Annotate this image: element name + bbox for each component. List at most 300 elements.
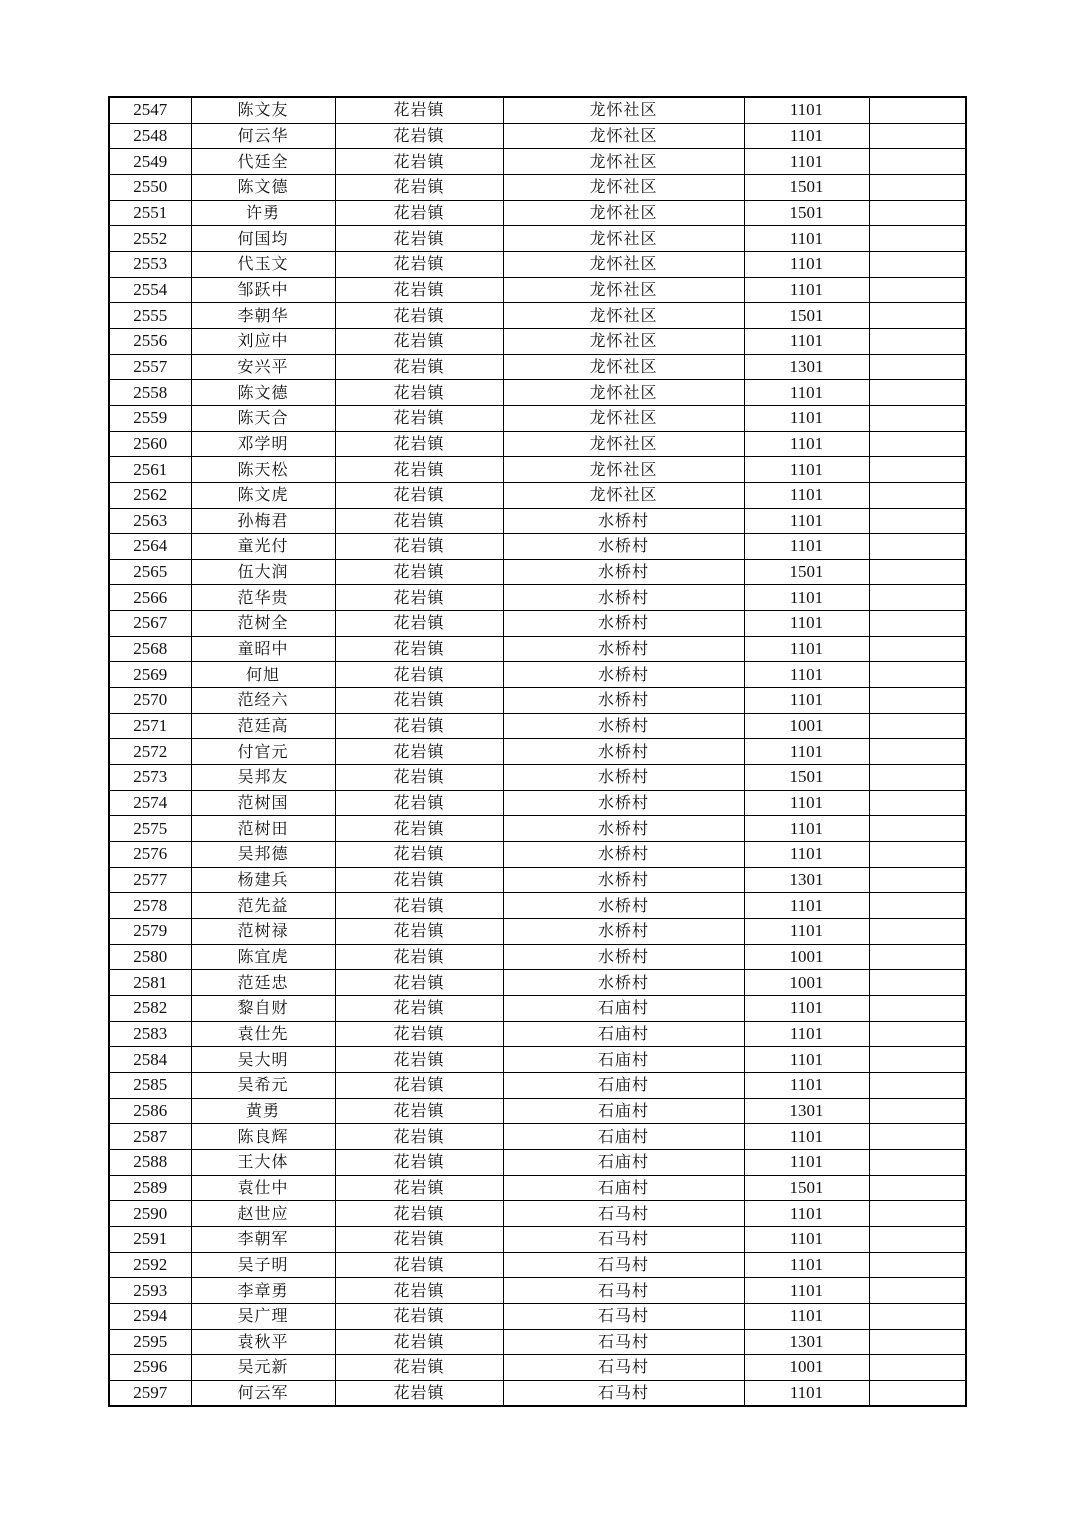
note-cell — [869, 174, 966, 200]
row-number-cell: 2563 — [109, 508, 191, 534]
row-number-cell: 2578 — [109, 893, 191, 919]
name-cell: 陈文德 — [191, 174, 335, 200]
name-cell: 袁秋平 — [191, 1329, 335, 1355]
name-cell: 童光付 — [191, 534, 335, 560]
village-cell: 龙怀社区 — [503, 405, 744, 431]
table-row — [109, 611, 966, 637]
village-cell: 水桥村 — [503, 508, 744, 534]
name-cell: 伍大润 — [191, 559, 335, 585]
row-number-cell: 2573 — [109, 765, 191, 791]
code-cell: 1101 — [744, 97, 869, 123]
note-cell — [869, 97, 966, 123]
village-cell: 石庙村 — [503, 1072, 744, 1098]
row-number-cell: 2572 — [109, 739, 191, 765]
code-cell: 1001 — [744, 713, 869, 739]
code-cell: 1301 — [744, 354, 869, 380]
note-cell — [869, 1201, 966, 1227]
name-cell: 吴邦友 — [191, 765, 335, 791]
table-row — [109, 1355, 966, 1381]
row-number-cell: 2567 — [109, 611, 191, 637]
village-cell: 石庙村 — [503, 1021, 744, 1047]
row-number-cell: 2551 — [109, 200, 191, 226]
town-cell: 花岩镇 — [335, 380, 503, 406]
town-cell: 花岩镇 — [335, 277, 503, 303]
code-cell: 1101 — [744, 1380, 869, 1406]
note-cell — [869, 1380, 966, 1406]
town-cell: 花岩镇 — [335, 995, 503, 1021]
note-cell — [869, 1124, 966, 1150]
town-cell: 花岩镇 — [335, 149, 503, 175]
note-cell — [869, 226, 966, 252]
row-number-cell: 2564 — [109, 534, 191, 560]
name-cell: 许勇 — [191, 200, 335, 226]
note-cell — [869, 1047, 966, 1073]
code-cell: 1101 — [744, 226, 869, 252]
village-cell: 水桥村 — [503, 559, 744, 585]
town-cell: 花岩镇 — [335, 636, 503, 662]
town-cell: 花岩镇 — [335, 457, 503, 483]
town-cell: 花岩镇 — [335, 790, 503, 816]
code-cell: 1301 — [744, 867, 869, 893]
table-row — [109, 482, 966, 508]
row-number-cell: 2596 — [109, 1355, 191, 1381]
code-cell: 1101 — [744, 1072, 869, 1098]
note-cell — [869, 559, 966, 585]
code-cell: 1101 — [744, 739, 869, 765]
name-cell: 赵世应 — [191, 1201, 335, 1227]
town-cell: 花岩镇 — [335, 739, 503, 765]
village-cell: 水桥村 — [503, 893, 744, 919]
code-cell: 1101 — [744, 1252, 869, 1278]
name-cell: 吴子明 — [191, 1252, 335, 1278]
name-cell: 何云华 — [191, 123, 335, 149]
code-cell: 1001 — [744, 970, 869, 996]
town-cell: 花岩镇 — [335, 1252, 503, 1278]
table-row — [109, 636, 966, 662]
code-cell: 1001 — [744, 1355, 869, 1381]
note-cell — [869, 944, 966, 970]
village-cell: 水桥村 — [503, 867, 744, 893]
note-cell — [869, 1303, 966, 1329]
code-cell: 1101 — [744, 277, 869, 303]
table-row — [109, 1329, 966, 1355]
note-cell — [869, 919, 966, 945]
town-cell: 花岩镇 — [335, 816, 503, 842]
name-cell: 范先益 — [191, 893, 335, 919]
table-row — [109, 662, 966, 688]
village-cell: 龙怀社区 — [503, 431, 744, 457]
code-cell: 1101 — [744, 251, 869, 277]
village-cell: 龙怀社区 — [503, 149, 744, 175]
town-cell: 花岩镇 — [335, 662, 503, 688]
name-cell: 吴大明 — [191, 1047, 335, 1073]
town-cell: 花岩镇 — [335, 1124, 503, 1150]
town-cell: 花岩镇 — [335, 893, 503, 919]
note-cell — [869, 1072, 966, 1098]
town-cell: 花岩镇 — [335, 867, 503, 893]
row-number-cell: 2550 — [109, 174, 191, 200]
name-cell: 范树全 — [191, 611, 335, 637]
row-number-cell: 2583 — [109, 1021, 191, 1047]
name-cell: 孙梅君 — [191, 508, 335, 534]
town-cell: 花岩镇 — [335, 944, 503, 970]
code-cell: 1101 — [744, 1226, 869, 1252]
table-row — [109, 944, 966, 970]
village-cell: 石庙村 — [503, 1124, 744, 1150]
town-cell: 花岩镇 — [335, 970, 503, 996]
name-cell: 王大体 — [191, 1149, 335, 1175]
row-number-cell: 2553 — [109, 251, 191, 277]
code-cell: 1001 — [744, 944, 869, 970]
name-cell: 陈文虎 — [191, 482, 335, 508]
name-cell: 李朝华 — [191, 303, 335, 329]
village-cell: 石庙村 — [503, 1098, 744, 1124]
table-row — [109, 867, 966, 893]
code-cell: 1101 — [744, 1303, 869, 1329]
town-cell: 花岩镇 — [335, 508, 503, 534]
row-number-cell: 2556 — [109, 328, 191, 354]
table-row — [109, 380, 966, 406]
town-cell: 花岩镇 — [335, 688, 503, 714]
name-cell: 代廷全 — [191, 149, 335, 175]
table-row — [109, 1047, 966, 1073]
name-cell: 范树国 — [191, 790, 335, 816]
village-cell: 水桥村 — [503, 636, 744, 662]
table-row — [109, 893, 966, 919]
name-cell: 何旭 — [191, 662, 335, 688]
note-cell — [869, 739, 966, 765]
table-row — [109, 765, 966, 791]
note-cell — [869, 1278, 966, 1304]
town-cell: 花岩镇 — [335, 1278, 503, 1304]
code-cell: 1101 — [744, 1021, 869, 1047]
note-cell — [869, 1252, 966, 1278]
note-cell — [869, 508, 966, 534]
name-cell: 黎自财 — [191, 995, 335, 1021]
note-cell — [869, 1355, 966, 1381]
name-cell: 陈天松 — [191, 457, 335, 483]
row-number-cell: 2591 — [109, 1226, 191, 1252]
name-cell: 吴希元 — [191, 1072, 335, 1098]
town-cell: 花岩镇 — [335, 328, 503, 354]
village-cell: 水桥村 — [503, 765, 744, 791]
village-cell: 水桥村 — [503, 790, 744, 816]
name-cell: 吴广理 — [191, 1303, 335, 1329]
table-row — [109, 534, 966, 560]
note-cell — [869, 328, 966, 354]
row-number-cell: 2555 — [109, 303, 191, 329]
note-cell — [869, 354, 966, 380]
row-number-cell: 2565 — [109, 559, 191, 585]
town-cell: 花岩镇 — [335, 765, 503, 791]
code-cell: 1101 — [744, 457, 869, 483]
note-cell — [869, 765, 966, 791]
village-cell: 石庙村 — [503, 1047, 744, 1073]
town-cell: 花岩镇 — [335, 1175, 503, 1201]
note-cell — [869, 123, 966, 149]
village-cell: 水桥村 — [503, 816, 744, 842]
village-cell: 水桥村 — [503, 688, 744, 714]
name-cell: 吴元新 — [191, 1355, 335, 1381]
village-cell: 水桥村 — [503, 739, 744, 765]
code-cell: 1101 — [744, 636, 869, 662]
row-number-cell: 2582 — [109, 995, 191, 1021]
row-number-cell: 2558 — [109, 380, 191, 406]
name-cell: 杨建兵 — [191, 867, 335, 893]
code-cell: 1101 — [744, 688, 869, 714]
note-cell — [869, 970, 966, 996]
village-cell: 龙怀社区 — [503, 251, 744, 277]
town-cell: 花岩镇 — [335, 97, 503, 123]
row-number-cell: 2554 — [109, 277, 191, 303]
note-cell — [869, 200, 966, 226]
code-cell: 1101 — [744, 790, 869, 816]
table-row — [109, 816, 966, 842]
note-cell — [869, 277, 966, 303]
note-cell — [869, 816, 966, 842]
row-number-cell: 2587 — [109, 1124, 191, 1150]
name-cell: 范树田 — [191, 816, 335, 842]
village-cell: 龙怀社区 — [503, 174, 744, 200]
row-number-cell: 2584 — [109, 1047, 191, 1073]
code-cell: 1101 — [744, 1047, 869, 1073]
code-cell: 1101 — [744, 1124, 869, 1150]
table-row — [109, 1303, 966, 1329]
village-cell: 石庙村 — [503, 995, 744, 1021]
table-row — [109, 508, 966, 534]
code-cell: 1101 — [744, 328, 869, 354]
town-cell: 花岩镇 — [335, 251, 503, 277]
code-cell: 1101 — [744, 1201, 869, 1227]
name-cell: 邓学明 — [191, 431, 335, 457]
row-number-cell: 2581 — [109, 970, 191, 996]
village-cell: 龙怀社区 — [503, 226, 744, 252]
code-cell: 1101 — [744, 431, 869, 457]
table-row — [109, 713, 966, 739]
table-row — [109, 1072, 966, 1098]
row-number-cell: 2570 — [109, 688, 191, 714]
table-row — [109, 1380, 966, 1406]
note-cell — [869, 1098, 966, 1124]
village-cell: 龙怀社区 — [503, 328, 744, 354]
village-cell: 石马村 — [503, 1252, 744, 1278]
code-cell: 1101 — [744, 662, 869, 688]
name-cell: 何云军 — [191, 1380, 335, 1406]
row-number-cell: 2562 — [109, 482, 191, 508]
table-row — [109, 1278, 966, 1304]
note-cell — [869, 867, 966, 893]
row-number-cell: 2566 — [109, 585, 191, 611]
village-cell: 水桥村 — [503, 944, 744, 970]
town-cell: 花岩镇 — [335, 1047, 503, 1073]
row-number-cell: 2580 — [109, 944, 191, 970]
table-row — [109, 149, 966, 175]
town-cell: 花岩镇 — [335, 1380, 503, 1406]
row-number-cell: 2585 — [109, 1072, 191, 1098]
village-cell: 龙怀社区 — [503, 380, 744, 406]
code-cell: 1101 — [744, 585, 869, 611]
note-cell — [869, 611, 966, 637]
town-cell: 花岩镇 — [335, 919, 503, 945]
row-number-cell: 2594 — [109, 1303, 191, 1329]
table-row — [109, 790, 966, 816]
code-cell: 1301 — [744, 1098, 869, 1124]
table-row — [109, 226, 966, 252]
note-cell — [869, 636, 966, 662]
village-cell: 龙怀社区 — [503, 303, 744, 329]
row-number-cell: 2561 — [109, 457, 191, 483]
row-number-cell: 2574 — [109, 790, 191, 816]
note-cell — [869, 662, 966, 688]
table-row — [109, 688, 966, 714]
name-cell: 范经六 — [191, 688, 335, 714]
table-row — [109, 585, 966, 611]
village-cell: 龙怀社区 — [503, 457, 744, 483]
name-cell: 吴邦德 — [191, 842, 335, 868]
row-number-cell: 2592 — [109, 1252, 191, 1278]
code-cell: 1501 — [744, 174, 869, 200]
table-row — [109, 1021, 966, 1047]
village-cell: 石马村 — [503, 1329, 744, 1355]
code-cell: 1101 — [744, 893, 869, 919]
village-cell: 石庙村 — [503, 1175, 744, 1201]
note-cell — [869, 251, 966, 277]
note-cell — [869, 1329, 966, 1355]
village-cell: 水桥村 — [503, 662, 744, 688]
note-cell — [869, 1021, 966, 1047]
row-number-cell: 2568 — [109, 636, 191, 662]
table-row — [109, 457, 966, 483]
row-number-cell: 2575 — [109, 816, 191, 842]
note-cell — [869, 405, 966, 431]
note-cell — [869, 380, 966, 406]
row-number-cell: 2576 — [109, 842, 191, 868]
town-cell: 花岩镇 — [335, 611, 503, 637]
row-number-cell: 2597 — [109, 1380, 191, 1406]
code-cell: 1101 — [744, 123, 869, 149]
table-row — [109, 1098, 966, 1124]
name-cell: 范廷忠 — [191, 970, 335, 996]
name-cell: 范廷高 — [191, 713, 335, 739]
town-cell: 花岩镇 — [335, 842, 503, 868]
row-number-cell: 2593 — [109, 1278, 191, 1304]
town-cell: 花岩镇 — [335, 405, 503, 431]
code-cell: 1101 — [744, 919, 869, 945]
town-cell: 花岩镇 — [335, 559, 503, 585]
row-number-cell: 2559 — [109, 405, 191, 431]
row-number-cell: 2549 — [109, 149, 191, 175]
name-cell: 付官元 — [191, 739, 335, 765]
village-cell: 水桥村 — [503, 534, 744, 560]
code-cell: 1501 — [744, 765, 869, 791]
row-number-cell: 2571 — [109, 713, 191, 739]
village-cell: 水桥村 — [503, 713, 744, 739]
table-row — [109, 1175, 966, 1201]
code-cell: 1101 — [744, 534, 869, 560]
name-cell: 陈文友 — [191, 97, 335, 123]
name-cell: 黄勇 — [191, 1098, 335, 1124]
note-cell — [869, 688, 966, 714]
town-cell: 花岩镇 — [335, 1226, 503, 1252]
row-number-cell: 2560 — [109, 431, 191, 457]
note-cell — [869, 303, 966, 329]
table-row — [109, 354, 966, 380]
name-cell: 袁仕中 — [191, 1175, 335, 1201]
village-cell: 龙怀社区 — [503, 354, 744, 380]
note-cell — [869, 713, 966, 739]
row-number-cell: 2586 — [109, 1098, 191, 1124]
town-cell: 花岩镇 — [335, 303, 503, 329]
town-cell: 花岩镇 — [335, 1355, 503, 1381]
table-row — [109, 919, 966, 945]
name-cell: 陈文德 — [191, 380, 335, 406]
village-cell: 龙怀社区 — [503, 123, 744, 149]
town-cell: 花岩镇 — [335, 1072, 503, 1098]
town-cell: 花岩镇 — [335, 431, 503, 457]
table-row — [109, 1149, 966, 1175]
note-cell — [869, 842, 966, 868]
name-cell: 李朝军 — [191, 1226, 335, 1252]
row-number-cell: 2579 — [109, 919, 191, 945]
table-row — [109, 842, 966, 868]
town-cell: 花岩镇 — [335, 534, 503, 560]
code-cell: 1101 — [744, 405, 869, 431]
note-cell — [869, 457, 966, 483]
name-cell: 陈天合 — [191, 405, 335, 431]
roster-table-body — [109, 97, 966, 1406]
village-cell: 石马村 — [503, 1201, 744, 1227]
note-cell — [869, 431, 966, 457]
name-cell: 李章勇 — [191, 1278, 335, 1304]
town-cell: 花岩镇 — [335, 174, 503, 200]
table-row — [109, 328, 966, 354]
code-cell: 1101 — [744, 380, 869, 406]
code-cell: 1501 — [744, 559, 869, 585]
name-cell: 袁仕先 — [191, 1021, 335, 1047]
name-cell: 安兴平 — [191, 354, 335, 380]
table-row — [109, 303, 966, 329]
name-cell: 邹跃中 — [191, 277, 335, 303]
table-row — [109, 1226, 966, 1252]
town-cell: 花岩镇 — [335, 1021, 503, 1047]
town-cell: 花岩镇 — [335, 1303, 503, 1329]
town-cell: 花岩镇 — [335, 585, 503, 611]
note-cell — [869, 585, 966, 611]
village-cell: 龙怀社区 — [503, 277, 744, 303]
town-cell: 花岩镇 — [335, 1329, 503, 1355]
table-row — [109, 995, 966, 1021]
code-cell: 1501 — [744, 1175, 869, 1201]
village-cell: 龙怀社区 — [503, 97, 744, 123]
village-cell: 水桥村 — [503, 842, 744, 868]
town-cell: 花岩镇 — [335, 123, 503, 149]
row-number-cell: 2552 — [109, 226, 191, 252]
name-cell: 范树禄 — [191, 919, 335, 945]
village-cell: 龙怀社区 — [503, 482, 744, 508]
table-row — [109, 251, 966, 277]
name-cell: 代玉文 — [191, 251, 335, 277]
town-cell: 花岩镇 — [335, 1098, 503, 1124]
table-row — [109, 431, 966, 457]
row-number-cell: 2548 — [109, 123, 191, 149]
code-cell: 1101 — [744, 482, 869, 508]
code-cell: 1101 — [744, 508, 869, 534]
village-cell: 石马村 — [503, 1278, 744, 1304]
code-cell: 1101 — [744, 1149, 869, 1175]
row-number-cell: 2595 — [109, 1329, 191, 1355]
table-row — [109, 559, 966, 585]
code-cell: 1501 — [744, 200, 869, 226]
